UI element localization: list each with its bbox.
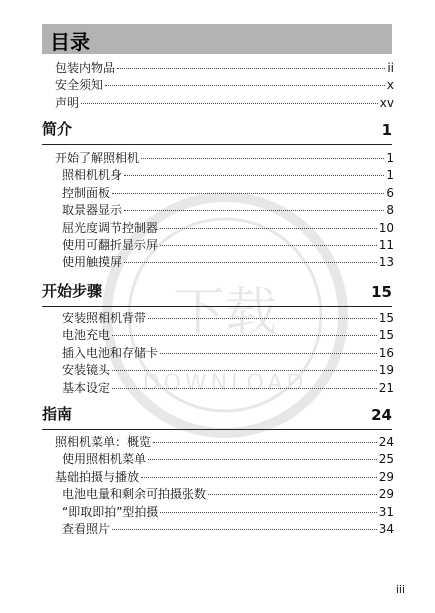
- toc-entry[interactable]: [42, 380, 394, 397]
- toc-entry-label: 安装照相机背带: [62, 311, 147, 325]
- toc-entry-page: 31: [378, 504, 394, 519]
- dot-leader: [160, 245, 377, 246]
- toc-entry[interactable]: [42, 434, 394, 451]
- dot-leader: [160, 353, 377, 354]
- toc-entry-label: 基本设定: [62, 380, 111, 395]
- dot-leader: [141, 477, 377, 478]
- toc-entry[interactable]: [42, 95, 394, 112]
- dot-leader: [124, 175, 384, 176]
- dot-leader: [124, 262, 377, 263]
- section-page: 15: [371, 283, 392, 301]
- toc-entry[interactable]: [42, 486, 394, 503]
- toc-entry-label: 电池充电: [62, 328, 111, 343]
- dot-leader: [105, 85, 385, 86]
- toc-entry-label: 安全须知: [55, 78, 104, 93]
- dot-leader: [153, 442, 377, 443]
- toc-entry-label: 声明: [55, 95, 80, 110]
- toc-entry[interactable]: [42, 469, 394, 486]
- toc-entry-page: 1: [386, 168, 394, 183]
- toc-entry-page: 19: [378, 363, 394, 378]
- toc-entry-page: 25: [378, 452, 394, 467]
- toc-entry-page: 11: [378, 237, 394, 252]
- dot-leader: [141, 158, 384, 159]
- toc-entry-page: ii: [387, 61, 394, 75]
- toc-entry[interactable]: [42, 327, 394, 344]
- section-entry-list: [42, 150, 394, 272]
- section-header[interactable]: [42, 116, 392, 145]
- toc-entry[interactable]: [42, 504, 394, 521]
- dot-leader: [112, 529, 377, 530]
- section-title: 指南: [42, 405, 73, 423]
- toc-entry[interactable]: [42, 150, 394, 167]
- section-page: 1: [381, 121, 392, 139]
- toc-entry-label: 基础拍摄与播放: [55, 469, 140, 484]
- toc-entry-page: 8: [386, 203, 394, 218]
- dot-leader: [117, 68, 385, 69]
- toc-entry-page: xv: [379, 95, 394, 110]
- toc-entry-label: 照相机机身: [62, 168, 123, 183]
- toc-entry-label: 插入电池和存储卡: [62, 345, 159, 360]
- toc-entry-label: “即取即拍”型拍摄: [62, 504, 159, 519]
- toc-entry-page: 29: [378, 487, 394, 502]
- toc-entry[interactable]: [42, 202, 394, 219]
- toc-entry-label: 使用可翻折显示屏: [62, 237, 159, 252]
- dot-leader: [208, 494, 377, 495]
- section-entry-list: [42, 434, 394, 538]
- toc-entry-page: 29: [378, 469, 394, 484]
- toc-entry-page: 10: [378, 220, 394, 235]
- toc-entry-page: 15: [378, 328, 394, 343]
- toc-entry-page: 34: [378, 521, 394, 536]
- dot-leader: [160, 512, 376, 513]
- toc-entry-label: 使用触摸屏: [62, 255, 123, 270]
- toc-entry-label: 开始了解照相机: [55, 151, 140, 165]
- toc-entry-page: 15: [378, 311, 394, 325]
- toc-entry-label: 控制面板: [62, 185, 111, 200]
- toc-entry[interactable]: [42, 77, 394, 94]
- toc-entry-label: 安装镜头: [62, 363, 111, 378]
- toc-title-bar: [42, 24, 392, 54]
- dot-leader: [112, 370, 377, 371]
- dot-leader: [81, 103, 378, 104]
- section-header[interactable]: [42, 401, 392, 430]
- toc-entry-page: x: [386, 78, 394, 93]
- toc-entry[interactable]: [42, 451, 394, 468]
- toc-entry[interactable]: [42, 310, 394, 327]
- svg-text:DOWNLOAD: DOWNLOAD: [142, 371, 308, 396]
- svg-text:下载: 下载: [172, 283, 278, 343]
- toc-entry[interactable]: [42, 362, 394, 379]
- toc-entry[interactable]: [42, 345, 394, 362]
- toc-entry[interactable]: [42, 167, 394, 184]
- toc-entry-label: 使用照相机菜单: [62, 452, 147, 467]
- section-header[interactable]: [42, 278, 392, 307]
- toc-entry-label: 照相机菜单：概览: [55, 435, 152, 449]
- page-number: iii: [395, 583, 405, 596]
- toc-entry[interactable]: [42, 254, 394, 271]
- page-title: 目录: [50, 30, 90, 54]
- section-entry-list: [42, 310, 394, 397]
- front-matter-list: [42, 60, 394, 112]
- toc-entry[interactable]: [42, 185, 394, 202]
- toc-entry-page: 16: [378, 345, 394, 360]
- toc-entry[interactable]: [42, 237, 394, 254]
- toc-entry-page: 21: [378, 380, 394, 395]
- section-title: 简介: [42, 120, 73, 138]
- toc-entry-page: 1: [386, 151, 394, 165]
- toc-entry[interactable]: [42, 60, 394, 77]
- section-title: 开始步骤: [42, 282, 103, 300]
- dot-leader: [148, 318, 377, 319]
- toc-entry-label: 包装内物品: [55, 61, 116, 75]
- dot-leader: [112, 388, 377, 389]
- toc-entry-label: 查看照片: [62, 521, 111, 536]
- toc-entry-label: 电池电量和剩余可拍摄张数: [62, 487, 207, 502]
- toc-entry-page: 13: [378, 255, 394, 270]
- toc-entry-page: 6: [386, 185, 394, 200]
- dot-leader: [148, 459, 377, 460]
- toc-entry-label: 取景器显示: [62, 203, 123, 218]
- section-page: 24: [371, 406, 392, 424]
- dot-leader: [124, 210, 384, 211]
- dot-leader: [160, 228, 377, 229]
- toc-entry[interactable]: [42, 521, 394, 538]
- toc-entry-page: 24: [378, 435, 394, 449]
- toc-entry-label: 屈光度调节控制器: [62, 220, 159, 235]
- toc-entry[interactable]: [42, 220, 394, 237]
- dot-leader: [112, 193, 384, 194]
- dot-leader: [112, 335, 377, 336]
